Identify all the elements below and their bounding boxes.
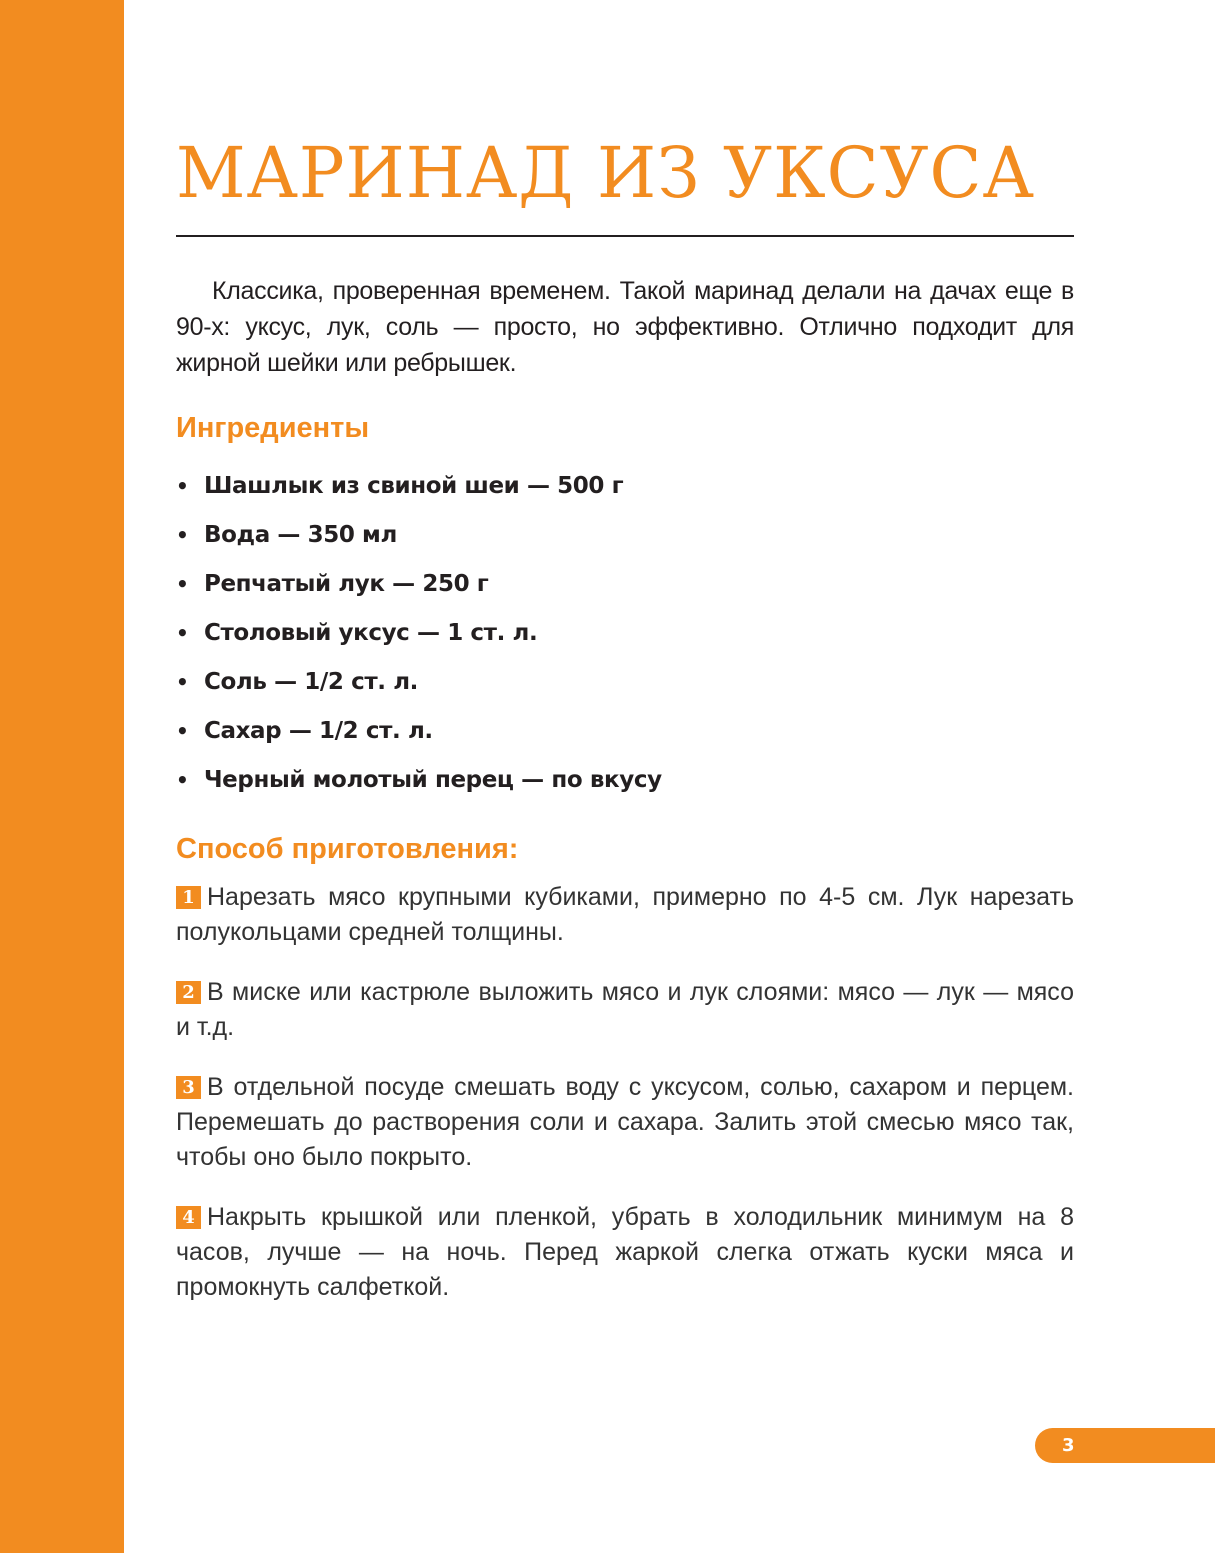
ingredient-text: Столовый уксус — 1 ст. л. (204, 620, 538, 646)
method-step (176, 975, 1074, 1045)
bullet-icon: • (176, 474, 189, 498)
method-step (176, 1200, 1074, 1305)
bullet-icon: • (176, 768, 189, 792)
step-text: В отдельной посуде смешать воду с уксусом, солью, сахаром и перцем. Перемешать до растворения соли и сахара. Залить этой смесью мясо так, чтобы оно было покрыто. (176, 1073, 1074, 1171)
ingredient-text: Вода — 350 мл (204, 522, 397, 548)
ingredients-heading: Ингредиенты (176, 412, 370, 444)
ingredient-text: Черный молотый перец — по вкусу (204, 767, 662, 793)
ingredient-item (176, 711, 662, 760)
step-text: В миске или кастрюле выложить мясо и лук слоями: мясо — лук — мясо и т.д. (176, 978, 1074, 1041)
bullet-icon: • (176, 621, 189, 645)
bullet-icon: • (176, 719, 189, 743)
orange-sidebar (0, 0, 124, 1553)
ingredient-item (176, 662, 662, 711)
step-text: Нарезать мясо крупными кубиками, примерно по 4-5 см. Лук нарезать полукольцами средней толщины. (176, 883, 1074, 946)
ingredient-item (176, 466, 662, 515)
page-number-tab (1035, 1428, 1215, 1463)
ingredient-item (176, 760, 662, 809)
ingredients-list (176, 466, 662, 809)
bullet-icon: • (176, 670, 189, 694)
ingredient-text: Сахар — 1/2 ст. л. (204, 718, 433, 744)
ingredient-text: Репчатый лук — 250 г (204, 571, 489, 597)
intro-paragraph: Классика, проверенная временем. Такой маринад делали на дачах еще в 90-х: уксус, лук, соль — просто, но эффективно. Отлично подходит для жирной шейки или ребрышек. (176, 277, 1074, 377)
title-divider (176, 235, 1074, 237)
method-heading: Способ приготовления: (176, 833, 519, 865)
method-step (176, 1070, 1074, 1175)
step-number-badge: 4 (176, 1206, 201, 1229)
ingredient-item (176, 613, 662, 662)
ingredient-text: Шашлык из свиной шеи — 500 г (204, 473, 624, 499)
page-number: 3 (1062, 1435, 1075, 1456)
bullet-icon: • (176, 523, 189, 547)
step-number-badge: 3 (176, 1076, 201, 1099)
bullet-icon: • (176, 572, 189, 596)
step-text: Накрыть крышкой или пленкой, убрать в холодильник минимум на 8 часов, лучше — на ночь. Перед жаркой слегка отжать куски мяса и промокнуть салфеткой. (176, 1203, 1074, 1301)
ingredient-item (176, 515, 662, 564)
ingredient-text: Соль — 1/2 ст. л. (204, 669, 418, 695)
step-number-badge: 2 (176, 981, 201, 1004)
ingredient-item (176, 564, 662, 613)
step-number-badge: 1 (176, 886, 201, 909)
page-title: МАРИНАД ИЗ УКСУСА (176, 132, 1035, 214)
method-step (176, 880, 1074, 950)
